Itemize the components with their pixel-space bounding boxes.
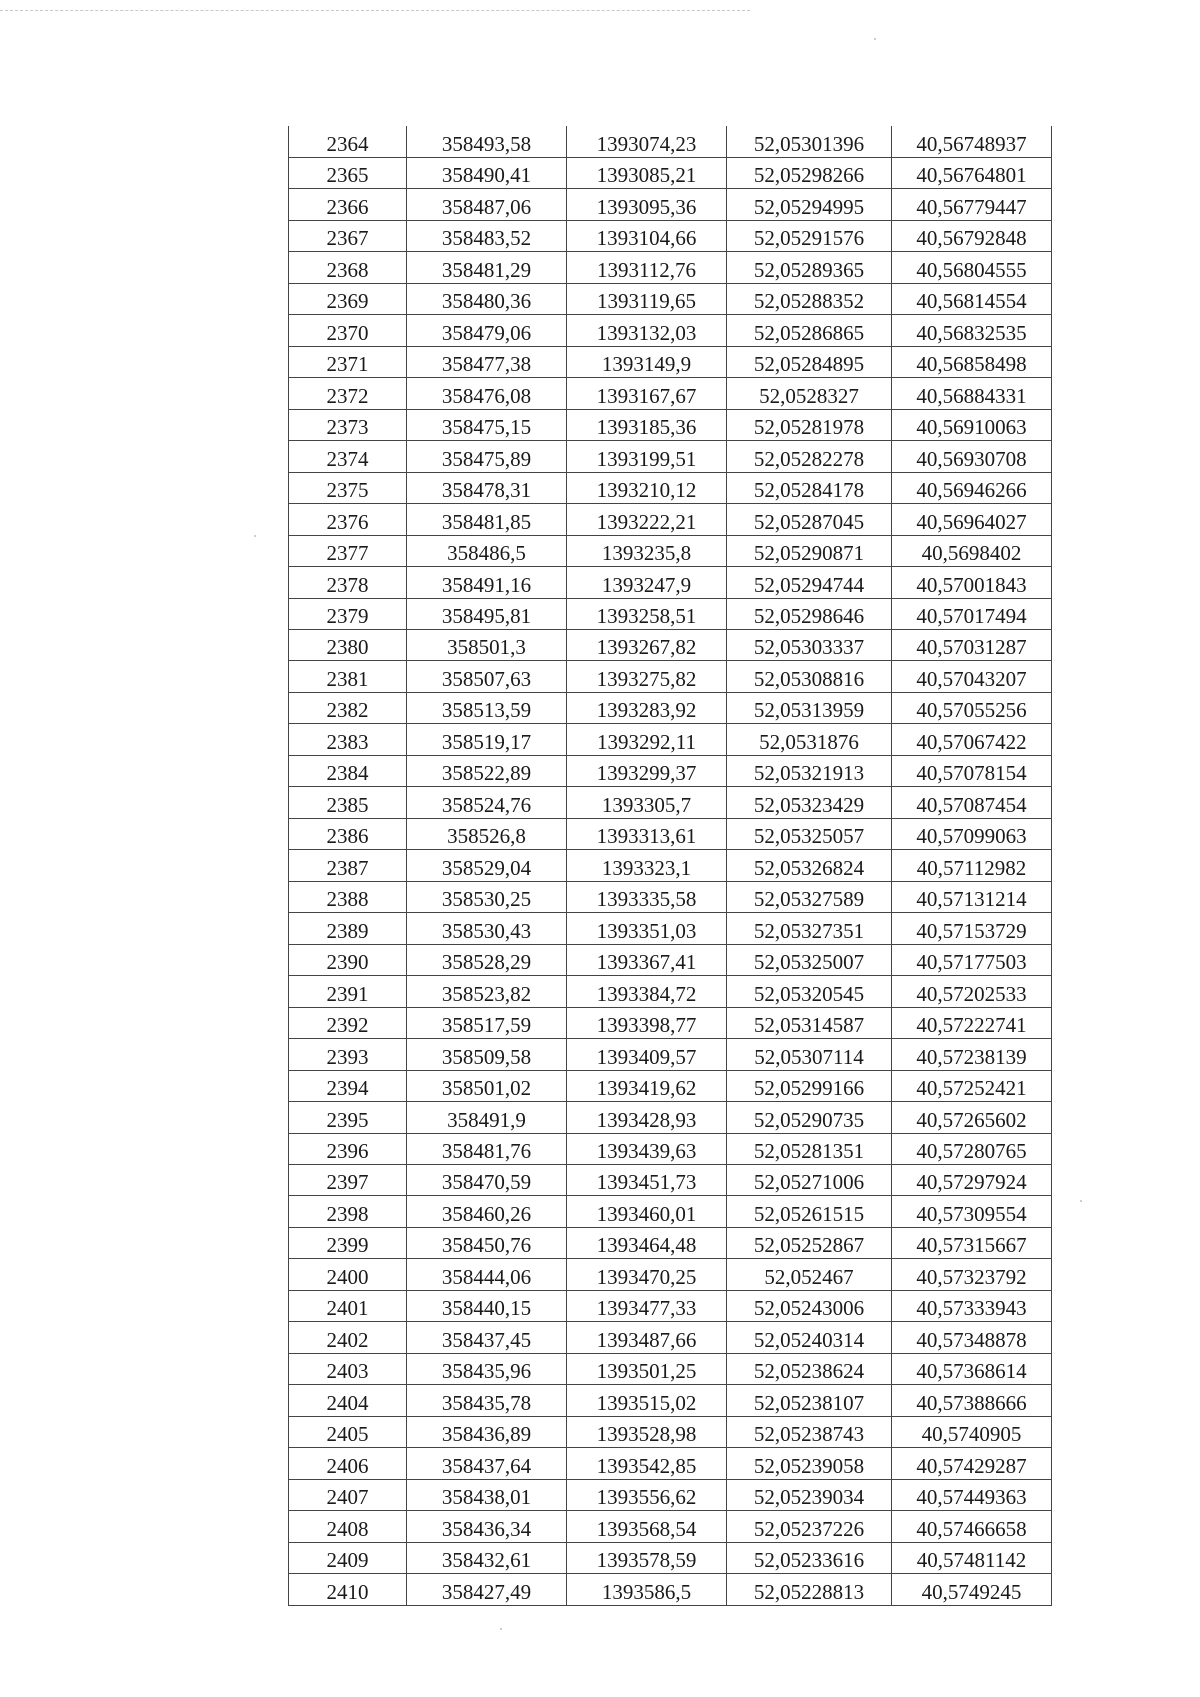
- longitude-cell: 40,57323792: [892, 1259, 1052, 1290]
- point-number-cell: 2373: [289, 409, 407, 440]
- longitude-cell: 40,56930708: [892, 441, 1052, 472]
- x-coordinate-cell: 358524,76: [407, 787, 567, 818]
- latitude-cell: 52,05239034: [727, 1479, 892, 1510]
- table-row: [289, 1416, 1052, 1447]
- point-number-cell: 2378: [289, 567, 407, 598]
- table-row: [289, 1574, 1052, 1605]
- latitude-cell: 52,05233616: [727, 1542, 892, 1573]
- point-number-cell: 2374: [289, 441, 407, 472]
- longitude-cell: 40,56832535: [892, 315, 1052, 346]
- x-coordinate-cell: 358507,63: [407, 661, 567, 692]
- table-row: [289, 220, 1052, 251]
- x-coordinate-cell: 358470,59: [407, 1164, 567, 1195]
- point-number-cell: 2407: [289, 1479, 407, 1510]
- x-coordinate-cell: 358486,5: [407, 535, 567, 566]
- point-number-cell: 2400: [289, 1259, 407, 1290]
- point-number-cell: 2399: [289, 1227, 407, 1258]
- x-coordinate-cell: 358529,04: [407, 850, 567, 881]
- longitude-cell: 40,57078154: [892, 755, 1052, 786]
- y-coordinate-cell: 1393460,01: [567, 1196, 727, 1227]
- y-coordinate-cell: 1393501,25: [567, 1353, 727, 1384]
- longitude-cell: 40,57153729: [892, 913, 1052, 944]
- x-coordinate-cell: 358440,15: [407, 1290, 567, 1321]
- longitude-cell: 40,57252421: [892, 1070, 1052, 1101]
- point-number-cell: 2366: [289, 189, 407, 220]
- table-row: [289, 1070, 1052, 1101]
- y-coordinate-cell: 1393112,76: [567, 252, 727, 283]
- x-coordinate-cell: 358444,06: [407, 1259, 567, 1290]
- longitude-cell: 40,57001843: [892, 567, 1052, 598]
- y-coordinate-cell: 1393095,36: [567, 189, 727, 220]
- longitude-cell: 40,57238139: [892, 1039, 1052, 1070]
- point-number-cell: 2397: [289, 1164, 407, 1195]
- longitude-cell: 40,57315667: [892, 1227, 1052, 1258]
- latitude-cell: 52,05282278: [727, 441, 892, 472]
- y-coordinate-cell: 1393235,8: [567, 535, 727, 566]
- x-coordinate-cell: 358523,82: [407, 976, 567, 1007]
- table-row: [289, 913, 1052, 944]
- point-number-cell: 2405: [289, 1416, 407, 1447]
- longitude-cell: 40,57177503: [892, 944, 1052, 975]
- longitude-cell: 40,57466658: [892, 1511, 1052, 1542]
- latitude-cell: 52,05291576: [727, 220, 892, 251]
- point-number-cell: 2368: [289, 252, 407, 283]
- latitude-cell: 52,05284895: [727, 346, 892, 377]
- longitude-cell: 40,57481142: [892, 1542, 1052, 1573]
- y-coordinate-cell: 1393586,5: [567, 1574, 727, 1605]
- table-row: [289, 409, 1052, 440]
- y-coordinate-cell: 1393464,48: [567, 1227, 727, 1258]
- longitude-cell: 40,5698402: [892, 535, 1052, 566]
- table-row: [289, 1196, 1052, 1227]
- longitude-cell: 40,57031287: [892, 630, 1052, 661]
- y-coordinate-cell: 1393149,9: [567, 346, 727, 377]
- table-row: [289, 850, 1052, 881]
- y-coordinate-cell: 1393267,82: [567, 630, 727, 661]
- point-number-cell: 2398: [289, 1196, 407, 1227]
- latitude-cell: 52,05281351: [727, 1133, 892, 1164]
- latitude-cell: 52,05308816: [727, 661, 892, 692]
- longitude-cell: 40,56884331: [892, 378, 1052, 409]
- latitude-cell: 52,05313959: [727, 692, 892, 723]
- x-coordinate-cell: 358436,89: [407, 1416, 567, 1447]
- point-number-cell: 2382: [289, 692, 407, 723]
- point-number-cell: 2364: [289, 126, 407, 157]
- table-row: [289, 441, 1052, 472]
- x-coordinate-cell: 358437,45: [407, 1322, 567, 1353]
- longitude-cell: 40,57333943: [892, 1290, 1052, 1321]
- point-number-cell: 2408: [289, 1511, 407, 1542]
- y-coordinate-cell: 1393085,21: [567, 157, 727, 188]
- latitude-cell: 52,05261515: [727, 1196, 892, 1227]
- x-coordinate-cell: 358481,29: [407, 252, 567, 283]
- point-number-cell: 2409: [289, 1542, 407, 1573]
- x-coordinate-cell: 358487,06: [407, 189, 567, 220]
- longitude-cell: 40,56814554: [892, 283, 1052, 314]
- latitude-cell: 52,05237226: [727, 1511, 892, 1542]
- x-coordinate-cell: 358526,8: [407, 818, 567, 849]
- longitude-cell: 40,57280765: [892, 1133, 1052, 1164]
- latitude-cell: 52,052467: [727, 1259, 892, 1290]
- latitude-cell: 52,05301396: [727, 126, 892, 157]
- point-number-cell: 2376: [289, 504, 407, 535]
- latitude-cell: 52,05325007: [727, 944, 892, 975]
- x-coordinate-cell: 358450,76: [407, 1227, 567, 1258]
- latitude-cell: 52,05298646: [727, 598, 892, 629]
- latitude-cell: 52,05323429: [727, 787, 892, 818]
- y-coordinate-cell: 1393167,67: [567, 378, 727, 409]
- longitude-cell: 40,57368614: [892, 1353, 1052, 1384]
- table-row: [289, 346, 1052, 377]
- latitude-cell: 52,05294744: [727, 567, 892, 598]
- y-coordinate-cell: 1393305,7: [567, 787, 727, 818]
- table-row: [289, 1102, 1052, 1133]
- longitude-cell: 40,57043207: [892, 661, 1052, 692]
- y-coordinate-cell: 1393578,59: [567, 1542, 727, 1573]
- longitude-cell: 40,56792848: [892, 220, 1052, 251]
- table-row: [289, 755, 1052, 786]
- y-coordinate-cell: 1393313,61: [567, 818, 727, 849]
- x-coordinate-cell: 358437,64: [407, 1448, 567, 1479]
- point-number-cell: 2395: [289, 1102, 407, 1133]
- longitude-cell: 40,57449363: [892, 1479, 1052, 1510]
- table-row: [289, 630, 1052, 661]
- table-row: [289, 661, 1052, 692]
- table-row: [289, 504, 1052, 535]
- point-number-cell: 2401: [289, 1290, 407, 1321]
- latitude-cell: 52,05303337: [727, 630, 892, 661]
- longitude-cell: 40,57202533: [892, 976, 1052, 1007]
- x-coordinate-cell: 358476,08: [407, 378, 567, 409]
- table-row: [289, 378, 1052, 409]
- scan-speck: [254, 535, 256, 537]
- table-row: [289, 1259, 1052, 1290]
- point-number-cell: 2369: [289, 283, 407, 314]
- y-coordinate-cell: 1393367,41: [567, 944, 727, 975]
- x-coordinate-cell: 358501,3: [407, 630, 567, 661]
- table-row: [289, 252, 1052, 283]
- latitude-cell: 52,05284178: [727, 472, 892, 503]
- x-coordinate-cell: 358460,26: [407, 1196, 567, 1227]
- longitude-cell: 40,57067422: [892, 724, 1052, 755]
- table-row: [289, 692, 1052, 723]
- x-coordinate-cell: 358435,78: [407, 1385, 567, 1416]
- longitude-cell: 40,57429287: [892, 1448, 1052, 1479]
- latitude-cell: 52,05327589: [727, 881, 892, 912]
- longitude-cell: 40,56748937: [892, 126, 1052, 157]
- point-number-cell: 2396: [289, 1133, 407, 1164]
- longitude-cell: 40,57131214: [892, 881, 1052, 912]
- table-row: [289, 1511, 1052, 1542]
- y-coordinate-cell: 1393275,82: [567, 661, 727, 692]
- table-row: [289, 189, 1052, 220]
- point-number-cell: 2371: [289, 346, 407, 377]
- y-coordinate-cell: 1393542,85: [567, 1448, 727, 1479]
- x-coordinate-cell: 358480,36: [407, 283, 567, 314]
- x-coordinate-cell: 358493,58: [407, 126, 567, 157]
- table-row: [289, 818, 1052, 849]
- table-row: [289, 724, 1052, 755]
- table-row: [289, 126, 1052, 157]
- point-number-cell: 2394: [289, 1070, 407, 1101]
- table-row: [289, 787, 1052, 818]
- y-coordinate-cell: 1393323,1: [567, 850, 727, 881]
- table-row: [289, 944, 1052, 975]
- longitude-cell: 40,57388666: [892, 1385, 1052, 1416]
- point-number-cell: 2390: [289, 944, 407, 975]
- x-coordinate-cell: 358432,61: [407, 1542, 567, 1573]
- point-number-cell: 2372: [289, 378, 407, 409]
- point-number-cell: 2406: [289, 1448, 407, 1479]
- point-number-cell: 2383: [289, 724, 407, 755]
- longitude-cell: 40,57265602: [892, 1102, 1052, 1133]
- y-coordinate-cell: 1393428,93: [567, 1102, 727, 1133]
- table-row: [289, 1542, 1052, 1573]
- y-coordinate-cell: 1393283,92: [567, 692, 727, 723]
- x-coordinate-cell: 358436,34: [407, 1511, 567, 1542]
- point-number-cell: 2385: [289, 787, 407, 818]
- latitude-cell: 52,05290735: [727, 1102, 892, 1133]
- longitude-cell: 40,57297924: [892, 1164, 1052, 1195]
- point-number-cell: 2384: [289, 755, 407, 786]
- point-number-cell: 2379: [289, 598, 407, 629]
- latitude-cell: 52,05238107: [727, 1385, 892, 1416]
- x-coordinate-cell: 358477,38: [407, 346, 567, 377]
- table-row: [289, 315, 1052, 346]
- longitude-cell: 40,5740905: [892, 1416, 1052, 1447]
- longitude-cell: 40,56804555: [892, 252, 1052, 283]
- latitude-cell: 52,05294995: [727, 189, 892, 220]
- x-coordinate-cell: 358475,89: [407, 441, 567, 472]
- point-number-cell: 2391: [289, 976, 407, 1007]
- table-row: [289, 881, 1052, 912]
- longitude-cell: 40,56964027: [892, 504, 1052, 535]
- latitude-cell: 52,05314587: [727, 1007, 892, 1038]
- y-coordinate-cell: 1393351,03: [567, 913, 727, 944]
- latitude-cell: 52,05228813: [727, 1574, 892, 1605]
- latitude-cell: 52,05327351: [727, 913, 892, 944]
- x-coordinate-cell: 358427,49: [407, 1574, 567, 1605]
- x-coordinate-cell: 358481,76: [407, 1133, 567, 1164]
- table-row: [289, 1448, 1052, 1479]
- latitude-cell: 52,05299166: [727, 1070, 892, 1101]
- x-coordinate-cell: 358483,52: [407, 220, 567, 251]
- x-coordinate-cell: 358530,25: [407, 881, 567, 912]
- longitude-cell: 40,56910063: [892, 409, 1052, 440]
- longitude-cell: 40,57055256: [892, 692, 1052, 723]
- y-coordinate-cell: 1393419,62: [567, 1070, 727, 1101]
- x-coordinate-cell: 358491,9: [407, 1102, 567, 1133]
- table-row: [289, 1479, 1052, 1510]
- point-number-cell: 2365: [289, 157, 407, 188]
- point-number-cell: 2380: [289, 630, 407, 661]
- longitude-cell: 40,5749245: [892, 1574, 1052, 1605]
- y-coordinate-cell: 1393292,11: [567, 724, 727, 755]
- point-number-cell: 2389: [289, 913, 407, 944]
- y-coordinate-cell: 1393384,72: [567, 976, 727, 1007]
- longitude-cell: 40,57309554: [892, 1196, 1052, 1227]
- longitude-cell: 40,57087454: [892, 787, 1052, 818]
- table-row: [289, 1353, 1052, 1384]
- y-coordinate-cell: 1393398,77: [567, 1007, 727, 1038]
- longitude-cell: 40,57099063: [892, 818, 1052, 849]
- x-coordinate-cell: 358481,85: [407, 504, 567, 535]
- latitude-cell: 52,05307114: [727, 1039, 892, 1070]
- point-number-cell: 2388: [289, 881, 407, 912]
- x-coordinate-cell: 358501,02: [407, 1070, 567, 1101]
- x-coordinate-cell: 358438,01: [407, 1479, 567, 1510]
- table-row: [289, 1039, 1052, 1070]
- x-coordinate-cell: 358435,96: [407, 1353, 567, 1384]
- x-coordinate-cell: 358528,29: [407, 944, 567, 975]
- point-number-cell: 2386: [289, 818, 407, 849]
- longitude-cell: 40,57222741: [892, 1007, 1052, 1038]
- point-number-cell: 2393: [289, 1039, 407, 1070]
- latitude-cell: 52,05289365: [727, 252, 892, 283]
- y-coordinate-cell: 1393409,57: [567, 1039, 727, 1070]
- point-number-cell: 2404: [289, 1385, 407, 1416]
- table-row: [289, 283, 1052, 314]
- y-coordinate-cell: 1393132,03: [567, 315, 727, 346]
- x-coordinate-cell: 358519,17: [407, 724, 567, 755]
- table-row: [289, 1290, 1052, 1321]
- latitude-cell: 52,05240314: [727, 1322, 892, 1353]
- x-coordinate-cell: 358490,41: [407, 157, 567, 188]
- y-coordinate-cell: 1393119,65: [567, 283, 727, 314]
- latitude-cell: 52,05321913: [727, 755, 892, 786]
- longitude-cell: 40,57348878: [892, 1322, 1052, 1353]
- table-row: [289, 535, 1052, 566]
- latitude-cell: 52,05252867: [727, 1227, 892, 1258]
- table-row: [289, 598, 1052, 629]
- y-coordinate-cell: 1393439,63: [567, 1133, 727, 1164]
- table-row: [289, 1385, 1052, 1416]
- y-coordinate-cell: 1393335,58: [567, 881, 727, 912]
- latitude-cell: 52,05326824: [727, 850, 892, 881]
- y-coordinate-cell: 1393258,51: [567, 598, 727, 629]
- y-coordinate-cell: 1393515,02: [567, 1385, 727, 1416]
- x-coordinate-cell: 358509,58: [407, 1039, 567, 1070]
- latitude-cell: 52,05288352: [727, 283, 892, 314]
- point-number-cell: 2410: [289, 1574, 407, 1605]
- latitude-cell: 52,05238624: [727, 1353, 892, 1384]
- y-coordinate-cell: 1393487,66: [567, 1322, 727, 1353]
- table-row: [289, 1133, 1052, 1164]
- y-coordinate-cell: 1393104,66: [567, 220, 727, 251]
- latitude-cell: 52,05320545: [727, 976, 892, 1007]
- latitude-cell: 52,05271006: [727, 1164, 892, 1195]
- longitude-cell: 40,56779447: [892, 189, 1052, 220]
- longitude-cell: 40,57112982: [892, 850, 1052, 881]
- scan-speck: [1080, 1200, 1082, 1202]
- y-coordinate-cell: 1393199,51: [567, 441, 727, 472]
- latitude-cell: 52,05286865: [727, 315, 892, 346]
- coordinates-table: [288, 126, 1052, 1606]
- y-coordinate-cell: 1393185,36: [567, 409, 727, 440]
- y-coordinate-cell: 1393299,37: [567, 755, 727, 786]
- latitude-cell: 52,05243006: [727, 1290, 892, 1321]
- table-row: [289, 1007, 1052, 1038]
- scan-speck: [874, 38, 876, 40]
- point-number-cell: 2387: [289, 850, 407, 881]
- point-number-cell: 2375: [289, 472, 407, 503]
- table-row: [289, 976, 1052, 1007]
- coordinates-table-body: [289, 126, 1052, 1605]
- longitude-cell: 40,56764801: [892, 157, 1052, 188]
- y-coordinate-cell: 1393074,23: [567, 126, 727, 157]
- table-row: [289, 1322, 1052, 1353]
- point-number-cell: 2367: [289, 220, 407, 251]
- x-coordinate-cell: 358475,15: [407, 409, 567, 440]
- latitude-cell: 52,05325057: [727, 818, 892, 849]
- longitude-cell: 40,56858498: [892, 346, 1052, 377]
- x-coordinate-cell: 358491,16: [407, 567, 567, 598]
- scan-top-edge-line: [0, 10, 750, 11]
- x-coordinate-cell: 358530,43: [407, 913, 567, 944]
- point-number-cell: 2392: [289, 1007, 407, 1038]
- table-row: [289, 472, 1052, 503]
- y-coordinate-cell: 1393247,9: [567, 567, 727, 598]
- y-coordinate-cell: 1393451,73: [567, 1164, 727, 1195]
- point-number-cell: 2402: [289, 1322, 407, 1353]
- y-coordinate-cell: 1393470,25: [567, 1259, 727, 1290]
- point-number-cell: 2377: [289, 535, 407, 566]
- table-row: [289, 567, 1052, 598]
- y-coordinate-cell: 1393222,21: [567, 504, 727, 535]
- latitude-cell: 52,05281978: [727, 409, 892, 440]
- latitude-cell: 52,05239058: [727, 1448, 892, 1479]
- x-coordinate-cell: 358513,59: [407, 692, 567, 723]
- table-row: [289, 157, 1052, 188]
- latitude-cell: 52,05298266: [727, 157, 892, 188]
- x-coordinate-cell: 358517,59: [407, 1007, 567, 1038]
- table-row: [289, 1164, 1052, 1195]
- latitude-cell: 52,05290871: [727, 535, 892, 566]
- point-number-cell: 2370: [289, 315, 407, 346]
- y-coordinate-cell: 1393210,12: [567, 472, 727, 503]
- x-coordinate-cell: 358522,89: [407, 755, 567, 786]
- y-coordinate-cell: 1393528,98: [567, 1416, 727, 1447]
- latitude-cell: 52,0531876: [727, 724, 892, 755]
- latitude-cell: 52,05287045: [727, 504, 892, 535]
- y-coordinate-cell: 1393556,62: [567, 1479, 727, 1510]
- y-coordinate-cell: 1393568,54: [567, 1511, 727, 1542]
- latitude-cell: 52,0528327: [727, 378, 892, 409]
- x-coordinate-cell: 358478,31: [407, 472, 567, 503]
- longitude-cell: 40,56946266: [892, 472, 1052, 503]
- point-number-cell: 2403: [289, 1353, 407, 1384]
- point-number-cell: 2381: [289, 661, 407, 692]
- latitude-cell: 52,05238743: [727, 1416, 892, 1447]
- scan-speck: [500, 1628, 502, 1630]
- longitude-cell: 40,57017494: [892, 598, 1052, 629]
- table-row: [289, 1227, 1052, 1258]
- x-coordinate-cell: 358479,06: [407, 315, 567, 346]
- x-coordinate-cell: 358495,81: [407, 598, 567, 629]
- y-coordinate-cell: 1393477,33: [567, 1290, 727, 1321]
